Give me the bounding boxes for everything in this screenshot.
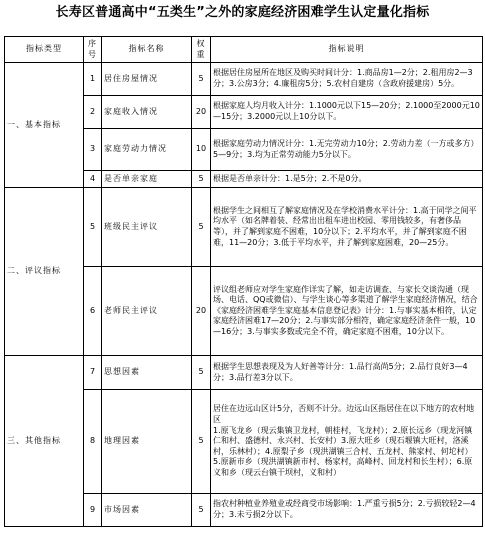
row-desc: 根据学生之间相互了解家庭情况及在学校消费水平计分：1.高于同学之间平均水平（如名牌着装、经常出出租车进出校园、零用钱较多，有奢侈品等），并了解到家庭不困难，10分以下；2.平均水平，并了解到家庭不困难，11—20分；3.低于平均水平，并了解到家庭困难，20—25分。 — [211, 188, 483, 267]
row-seq: 6 — [84, 267, 102, 356]
row-name: 家庭收入情况 — [102, 96, 192, 129]
category-basic: 一、基本指标 — [5, 63, 84, 188]
row-weight: 5 — [192, 356, 211, 390]
row-desc: 评议组老师应对学生家庭作详实了解，如走访调查、与家长交谈沟通（现场、电话、QQ或微信）、与学生谈心等多渠道了解学生家庭经济情况，结合《家庭经济困难学生家庭基本信息登记表》计分：1.与事实基本相符，认定家庭经济困难17—20分；2.与事实部分相符，确定家庭经济条件一般，10—16分；3.与事实多数或完全不符，确定家庭不困难，10分以下。 — [211, 267, 483, 356]
row-seq: 7 — [84, 356, 102, 390]
row-desc: 根据居住房屋所在地区及购买时间计分：1.商品房1—2分；2.租用房2—3分；3.公房3分；4.廉租房5分；5.农村自建房（含政府援建房）5分。 — [211, 63, 483, 96]
row-seq: 1 — [84, 63, 102, 96]
row-seq: 2 — [84, 96, 102, 129]
header-category: 指标类型 — [5, 37, 84, 63]
row-desc: 居住在边远山区计5分，否则不计分。边远山区指居住在以下地方的农村地区 1.原飞龙乡（现云集镇卫龙村，朝桂村，飞龙村）；2.原长远乡（现龙河镇仁和村、盛德村、永兴村、长安村）3.原大旺乡（现石堰镇大旺村，洛溪村，乐林村）；4.原梨子乡（现洪湖镇三合村、五龙村、熊家村、何坨村）5.原新市乡（现洪湖镇新市村、杨家村，高峰村、回龙村和长生村）；6.原义和乡（现云台镇干坝村，义和村） — [211, 390, 483, 494]
row-desc: 根据学生思想表现及为人好善等计分：1.品行高尚5分；2.品行良好3—4分；3.品行差3分以下。 — [211, 356, 483, 390]
row-seq: 5 — [84, 188, 102, 267]
row-name: 班级民主评议 — [102, 188, 192, 267]
row-weight: 5 — [192, 63, 211, 96]
row-desc: 根据家庭人均月收入计分：1.1000元以下15—20分；2.1000至2000元10—15分；3.2000元以上10分以下。 — [211, 96, 483, 129]
header-name: 指标名称 — [102, 37, 192, 63]
row-name: 市场因素 — [102, 494, 192, 527]
criteria-table — [4, 36, 483, 527]
category-other: 三、其他指标 — [5, 356, 84, 527]
row-weight: 5 — [192, 188, 211, 267]
row-seq: 9 — [84, 494, 102, 527]
header-row — [5, 37, 483, 63]
row-weight: 10 — [192, 129, 211, 171]
row-weight: 20 — [192, 267, 211, 356]
category-evaluation: 二、评议指标 — [5, 188, 84, 356]
row-seq: 8 — [84, 390, 102, 494]
row-seq: 4 — [84, 171, 102, 188]
row-name: 家庭劳动力情况 — [102, 129, 192, 171]
table-row — [5, 63, 483, 96]
row-name: 地理因素 — [102, 390, 192, 494]
page-title: 长寿区普通高中“五类生”之外的家庭经济困难学生认定量化指标 — [55, 5, 430, 20]
row-name: 是否单亲家庭 — [102, 171, 192, 188]
header-weight: 权重 — [192, 37, 211, 63]
header-seq: 序号 — [84, 37, 102, 63]
row-name: 居住房屋情况 — [102, 63, 192, 96]
row-desc: 根据是否单亲计分：1.是5分；2.不是0分。 — [211, 171, 483, 188]
row-name: 老师民主评议 — [102, 267, 192, 356]
row-weight: 5 — [192, 171, 211, 188]
table-row — [5, 356, 483, 390]
row-desc: 根据家庭劳动力情况计分：1.无完劳动力10分；2.劳动力差（一方或多方）5—9分；3.均为正常劳动能力5分以下。 — [211, 129, 483, 171]
row-weight: 20 — [192, 96, 211, 129]
row-weight: 5 — [192, 390, 211, 494]
row-desc: 指农村种植业养殖业或经商受市场影响：1.严重亏损5分；2.亏损较轻2—4分；3.未亏损2分以下。 — [211, 494, 483, 527]
table-row — [5, 188, 483, 267]
row-seq: 3 — [84, 129, 102, 171]
row-name: 思想因素 — [102, 356, 192, 390]
row-weight: 5 — [192, 494, 211, 527]
header-desc: 指标说明 — [211, 37, 483, 63]
